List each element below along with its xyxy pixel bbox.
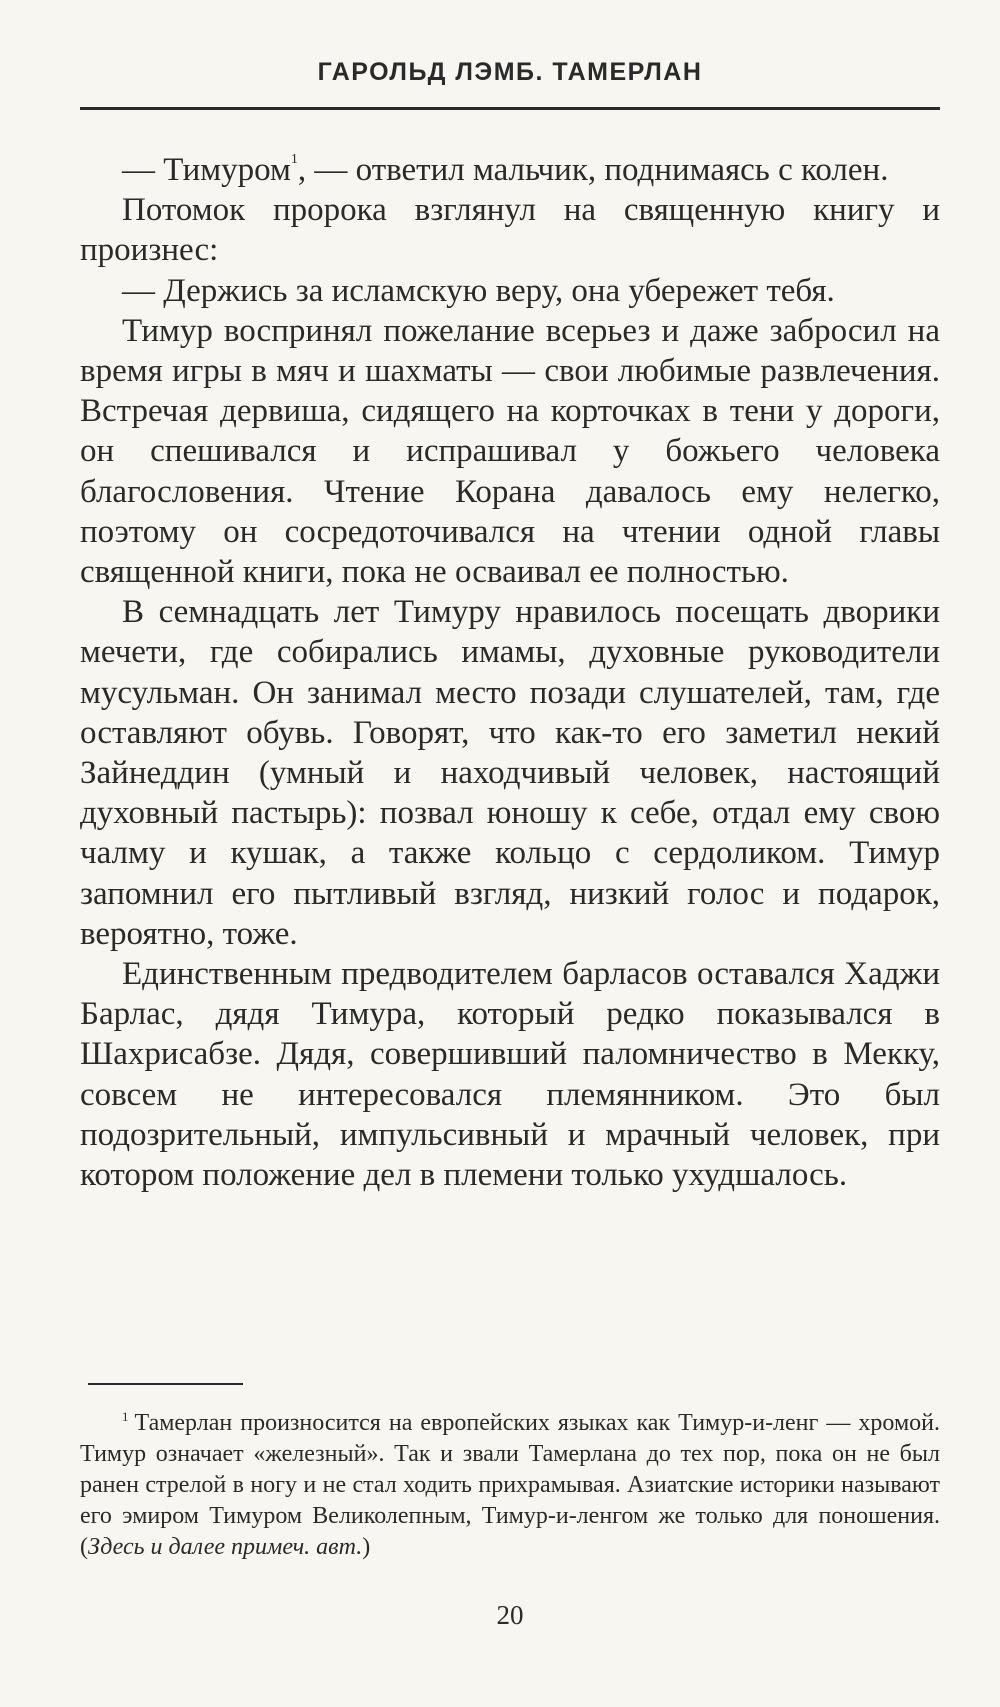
footnote-text: Тамерлан произносится на европейских языках как Тимур-и-ленг — хромой. Тимур означает «железный». Так и звали Тамерлана до тех пор, пока он не был ранен стрелой в ногу и не стал ходить прихрамывая. Азиатские историки называют его эмиром Тимуром Великолепным, Тимур-и-ленгом же только для поношения. ( <box>80 1410 940 1560</box>
paragraph-3: — Держись за исламскую веру, она убережет тебя. <box>122 272 835 309</box>
paragraph-1 <box>80 150 940 190</box>
footnote-reference: 1 <box>290 152 298 167</box>
header-rule <box>80 107 940 110</box>
footnote <box>80 1408 940 1563</box>
paragraph-1-end: , — ответил мальчик, поднимаясь с колен. <box>297 152 889 188</box>
footnote-number: 1 <box>122 1409 129 1424</box>
paragraph-2: Потомок пророка взглянул на священную книгу и произнес: <box>80 192 940 269</box>
paragraph-5: В семнадцать лет Тимуру нравилось посещать дворики мечети, где собирались имамы, духовные руководители мусульман. Он занимал место позади слушателей, там, где оставляют обувь. Говорят, что как-то его заметил некий Зайнеддин (умный и находчивый человек, настоящий духовный пастырь): позвал юношу к себе, отдал ему свою чалму и кушак, а также кольцо с сердоликом. Тимур запомнил его пытливый взгляд, низкий голос и подарок, вероятно, тоже. <box>80 594 940 952</box>
paragraph-1-start: — Тимуром <box>122 152 291 188</box>
running-header: ГАРОЛЬД ЛЭМБ. ТАМЕРЛАН <box>317 58 703 86</box>
footnote-close-paren: ) <box>362 1534 371 1560</box>
paragraph-4: Тимур воспринял пожелание всерьез и даже забросил на время игры в мяч и шахматы — свои любимые развлечения. Встречая дервиша, сидящего на корточках в тени у дороги, он спешивался и испрашивал у божьего человека благословения. Чтение Корана давалось ему нелегко, поэтому он сосредоточивался на чтении одной главы священной книги, пока не осваивал ее полностью. <box>80 312 940 591</box>
page-number: 20 <box>496 1600 524 1630</box>
footnote-italic-note: Здесь и далее примеч. авт. <box>88 1534 363 1560</box>
footnote-separator <box>88 1383 243 1385</box>
paragraph-6: Единственным предводителем барласов оставался Хаджи Барлас, дядя Тимура, который редко показывался в Шахрисабзе. Дядя, совершивший паломничество в Мекку, совсем не интересовался племянником. Это был подозрительный, импульсивный и мрачный человек, при котором положение дел в племени только ухудшалось. <box>80 956 940 1194</box>
body-text <box>80 150 940 1195</box>
